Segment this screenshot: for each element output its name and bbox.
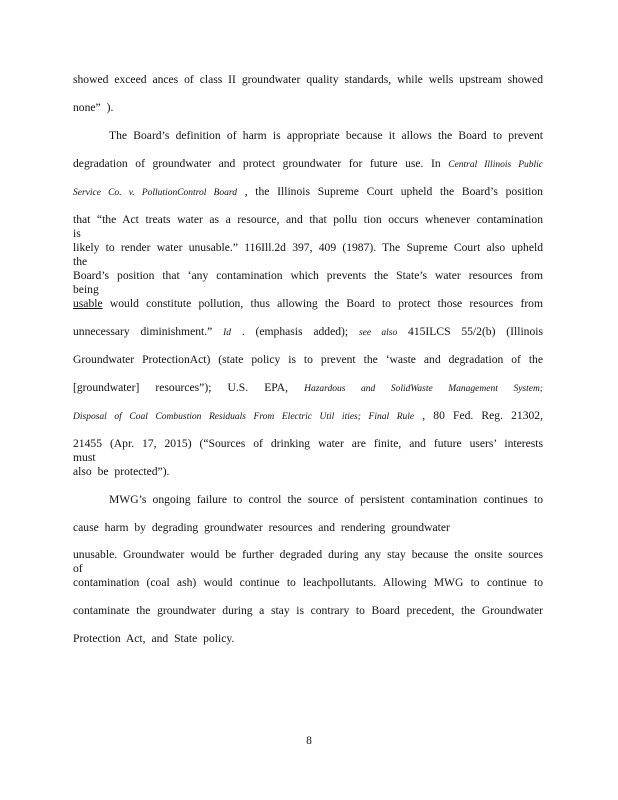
case-citation-italic: Central Illinois Public [448, 160, 543, 170]
signal-italic: Id [223, 328, 232, 338]
text-run: none” ). [73, 101, 114, 114]
paragraph-3-line-6 [73, 632, 543, 646]
text-run: 21455 (Apr. 17, 2015) (“Sources of drinking water are finite, and future users’ interests must [73, 437, 543, 464]
paragraph-2-line-3 [73, 185, 543, 199]
paragraph-2-line-10 [73, 381, 543, 395]
text-run: , 80 Fed. Reg. 21302, [422, 409, 543, 422]
text-run: contamination (coal ash) would continue to leachpollutants. Allowing MWG to continue to [73, 576, 543, 589]
paragraph-3-line-5 [73, 604, 543, 618]
rule-title-italic: Hazardous and SolidWaste Management System; [304, 384, 543, 394]
text-run: would constitute pollution, thus allowing the Board to protect those resources from [109, 297, 543, 310]
paragraph-3-line-3 [73, 548, 543, 575]
text-run: Protection Act, and State policy. [73, 632, 235, 645]
text-run: MWG’s ongoing failure to control the source of persistent contamination continues to [109, 493, 543, 506]
case-citation-italic: Service Co. v. PollutionControl Board [73, 188, 237, 198]
text-run: , the Illinois Supreme Court upheld the Board’s position [244, 185, 543, 198]
paragraph-2-line-8 [73, 325, 543, 339]
paragraph-2-line-5 [73, 241, 543, 268]
paragraph-2-line-7 [73, 297, 543, 311]
text-run: Board’s position that ‘any contamination which prevents the State’s water resources from being [73, 269, 543, 296]
paragraph-3-line-2 [73, 521, 543, 535]
text-run: likely to render water unusable.” 116Ill.2d 397, 409 (1987). The Supreme Court also upheld the [73, 241, 543, 268]
text-run: also be protected”). [73, 465, 170, 478]
paragraph-1-line-1 [73, 73, 543, 87]
text-run: The Board’s definition of harm is appropriate because it allows the Board to prevent [109, 129, 543, 142]
text-run: unnecessary diminishment.” [73, 325, 213, 338]
text-run: . (emphasis added); [241, 325, 349, 338]
text-run: Groundwater ProtectionAct) (state policy is to prevent the ‘waste and degradation of the [73, 353, 543, 366]
page-number: 8 [306, 734, 312, 747]
paragraph-1-line-2 [73, 101, 543, 115]
text-run: showed exceed ances of class II groundwater quality standards, while wells upstream showed [73, 73, 543, 86]
paragraph-2-line-6 [73, 269, 543, 296]
text-run: unusable. Groundwater would be further degraded during any stay because the onsite sources of [73, 548, 543, 575]
text-run: [groundwater] resources”); U.S. EPA, [73, 381, 288, 394]
paragraph-2-line-1 [109, 129, 543, 143]
text-run: cause harm by degrading groundwater resources and rendering groundwater [73, 521, 450, 534]
paragraph-2-line-2 [73, 157, 543, 171]
paragraph-3-line-4 [73, 576, 543, 590]
paragraph-2-line-11 [73, 409, 543, 423]
paragraph-2-line-9 [73, 353, 543, 367]
rule-title-italic: Disposal of Coal Combustion Residuals From Electric Util ities; Final Rule [73, 412, 415, 422]
paragraph-3-line-1 [109, 493, 543, 507]
text-run: that “the Act treats water as a resource, and that pollu tion occurs whenever contamination is [73, 213, 543, 240]
paragraph-2-line-4 [73, 213, 543, 240]
signal-italic: see also [358, 328, 398, 338]
underlined-word: usable [73, 297, 103, 310]
paragraph-2-line-13 [73, 465, 543, 479]
text-run: degradation of groundwater and protect groundwater for future use. In [73, 157, 441, 170]
paragraph-2-line-12 [73, 437, 543, 464]
text-run: contaminate the groundwater during a stay is contrary to Board precedent, the Groundwater [73, 604, 543, 617]
text-run: 415ILCS 55/2(b) (Illinois [408, 325, 543, 338]
